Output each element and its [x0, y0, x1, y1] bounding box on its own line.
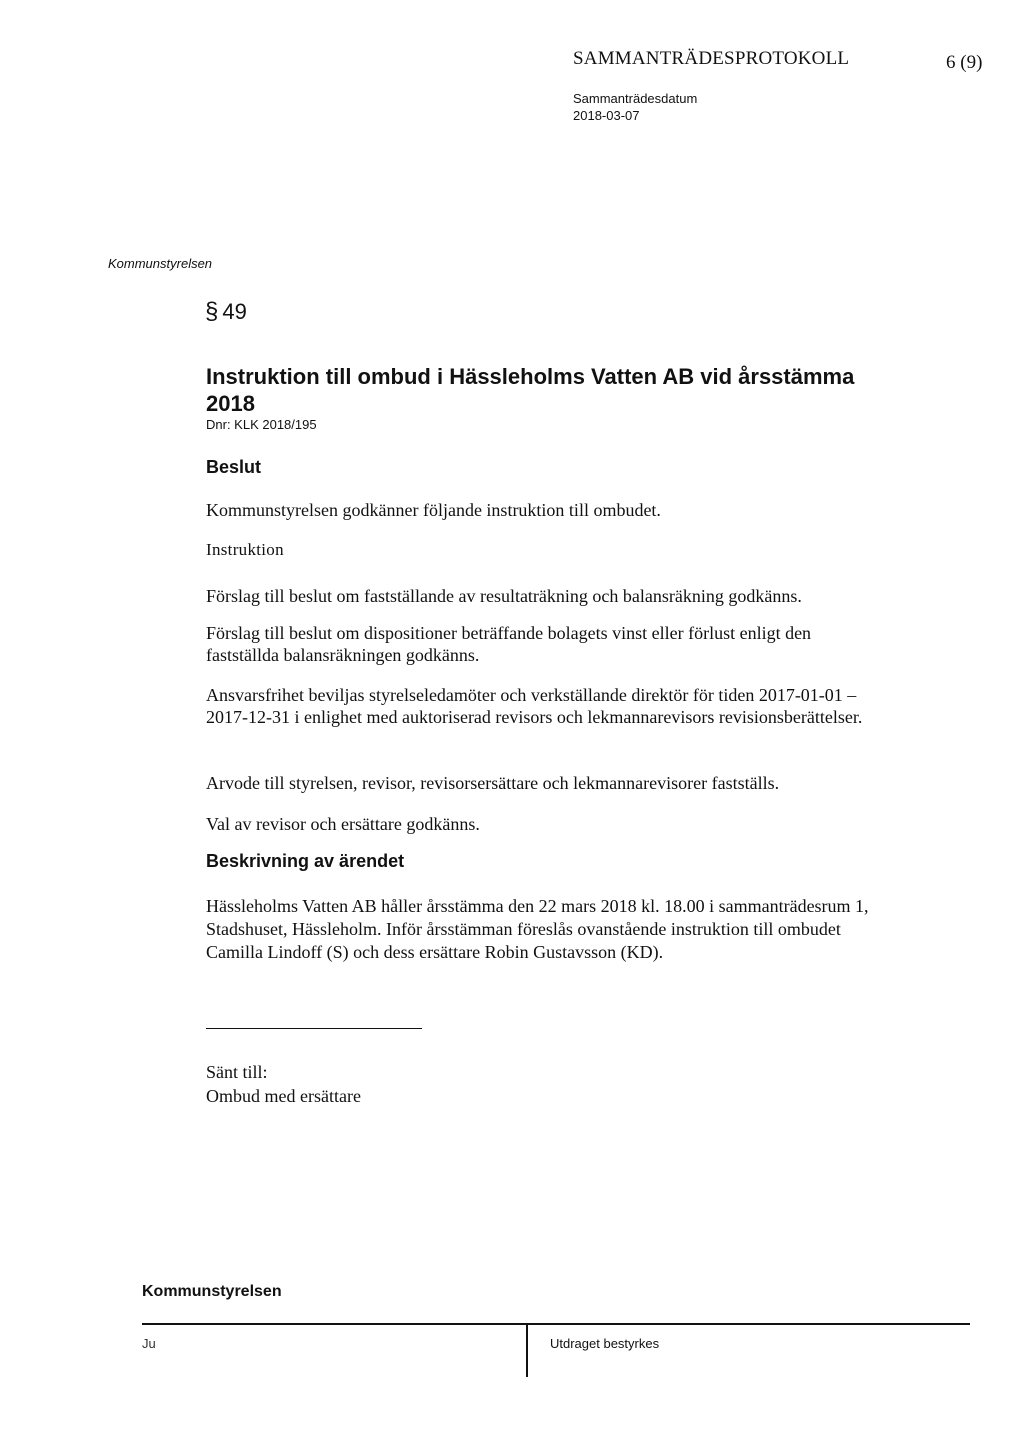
instruction-item: Förslag till beslut om fastställande av resultaträkning och balansräkning godkänns. — [206, 586, 802, 606]
page-number: 6 (9) — [946, 52, 983, 73]
signature-label: Ju — [142, 1336, 156, 1351]
instruction-item: Ansvarsfrihet beviljas styrelseledamöter och verkställande direktör för tiden 2017-01-01 – 2017-12-31 i enlighet med auktoriserad revisors och lekmannarevisors revisionsberättelser. — [206, 685, 863, 727]
committee-name: Kommunstyrelsen — [108, 256, 213, 271]
decision-text: Kommunstyrelsen godkänner följande instruktion till ombudet. — [206, 500, 661, 520]
footer-rule — [142, 1323, 970, 1325]
case-number: Dnr: KLK 2018/195 — [206, 417, 317, 432]
separator-line — [206, 1028, 422, 1029]
sent-to-label: Sänt till: — [206, 1062, 268, 1082]
decision-heading: Beslut — [206, 457, 262, 477]
footer-divider — [526, 1323, 528, 1377]
item-title: Instruktion till ombud i Hässleholms Vatten AB vid årsstämma 2018 — [206, 364, 855, 416]
attested-label: Utdraget bestyrkes — [550, 1336, 660, 1351]
instruction-item: Val av revisor och ersättare godkänns. — [206, 814, 480, 834]
document-type: SAMMANTRÄDESPROTOKOLL — [573, 48, 850, 69]
instruction-item: Arvode till styrelsen, revisor, revisorsersättare och lekmannarevisorer fastställs. — [206, 773, 780, 793]
instruction-heading: Instruktion — [206, 540, 284, 559]
instruction-item: Förslag till beslut om dispositioner beträffande bolagets vinst eller förlust enligt den fastställda balansräkningen godkänns. — [206, 623, 812, 665]
sent-to-recipient: Ombud med ersättare — [206, 1086, 361, 1106]
description-text: Hässleholms Vatten AB håller årsstämma den 22 mars 2018 kl. 18.00 i sammanträdesrum 1, Stadshuset, Hässleholm. Inför årsstämman föreslås ovanstående instruktion till ombudet Camilla Lindoff (S) och dess ersättare Robin Gustavsson (KD). — [206, 896, 869, 962]
meeting-date: 2018-03-07 — [573, 108, 640, 123]
paragraph-value: 49 — [222, 299, 247, 324]
footer-committee-name: Kommunstyrelsen — [142, 1283, 282, 1300]
paragraph-number — [205, 298, 247, 326]
description-heading: Beskrivning av ärendet — [206, 851, 405, 871]
section-symbol: § — [205, 298, 219, 325]
meeting-date-label: Sammanträdesdatum — [573, 91, 698, 106]
